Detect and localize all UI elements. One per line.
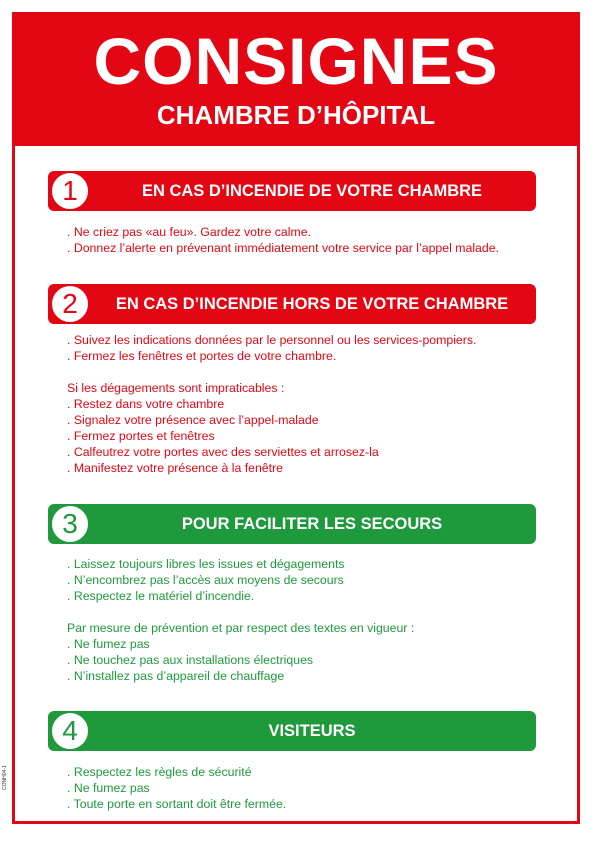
section-1-instructions [67, 224, 499, 256]
section-2-instructions [67, 332, 476, 476]
section-4-title: VISITEURS [268, 721, 356, 740]
number-1-badge: 1 [52, 173, 88, 209]
number-2-badge: 2 [52, 286, 88, 322]
header-banner [12, 12, 580, 146]
instruction-line: . Donnez l’alerte en prévenant immédiatement votre service par l’appel malade. [67, 241, 499, 255]
instruction-line: . Ne fumez pas [67, 637, 150, 651]
instruction-line: . Suivez les indications données par le personnel ou les services-pompiers. [67, 333, 477, 347]
instruction-line: . Toute porte en sortant doit être fermée. [67, 797, 287, 811]
section-3-bar [48, 504, 536, 544]
section-3-title: POUR FACILITER LES SECOURS [181, 514, 443, 533]
instruction-line: . Ne criez pas «au feu». Gardez votre calme. [67, 225, 312, 239]
instruction-line: . Laissez toujours libres les issues et dégagements [67, 557, 345, 571]
number-3-badge: 3 [52, 506, 88, 542]
section-2-bar [48, 284, 536, 324]
section-1-bar [48, 171, 536, 211]
instruction-subheading: Si les dégagements sont impraticables : [67, 381, 285, 395]
section-1-title: EN CAS D’INCENDIE DE VOTRE CHAMBRE [141, 181, 483, 200]
section-4-instructions [67, 764, 286, 812]
instruction-line: . Calfeutrez votre portes avec des serviettes et arrosez-la [67, 445, 379, 459]
instruction-line: . Ne touchez pas aux installations électriques [67, 653, 314, 667]
instruction-line: . Ne fumez pas [67, 781, 150, 795]
sign-title: CONSIGNES [93, 24, 499, 98]
section-4-bar [48, 711, 536, 751]
instruction-line: . Restez dans votre chambre [67, 397, 225, 411]
instruction-line: . Respectez le matériel d’incendie. [67, 589, 255, 603]
instruction-line: . N’encombrez pas l’accès aux moyens de secours [67, 573, 344, 587]
instruction-line: . Signalez votre présence avec l’appel-malade [67, 413, 319, 427]
instruction-line: . N’installez pas d’appareil de chauffage [67, 669, 285, 683]
sign-subtitle: CHAMBRE D’HÔPITAL [156, 100, 436, 130]
instruction-line: . Respectez les règles de sécurité [67, 765, 252, 779]
reference-code: CONH04-1 [2, 765, 8, 790]
instruction-subheading: Par mesure de prévention et par respect des textes en vigueur : [67, 621, 415, 635]
section-2-title: EN CAS D’INCENDIE HORS DE VOTRE CHAMBRE [115, 294, 509, 313]
section-3-instructions [67, 556, 414, 684]
instruction-line: . Manifestez votre présence à la fenêtre [67, 461, 283, 475]
number-4-badge: 4 [52, 713, 88, 749]
instruction-line: . Fermez portes et fenêtres [67, 429, 215, 443]
instruction-line: . Fermez les fenêtres et portes de votre chambre. [67, 349, 337, 363]
